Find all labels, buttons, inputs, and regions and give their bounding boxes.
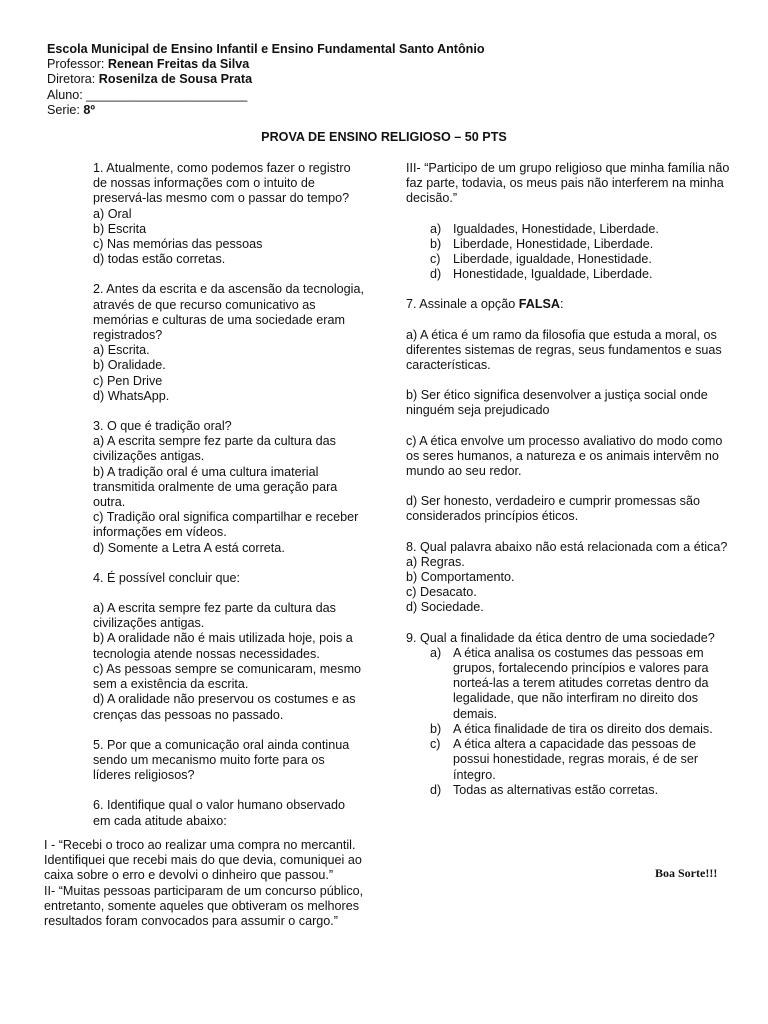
serie-value: 8º [83,102,96,117]
option: b) Comportamento. [406,570,515,585]
question-6 [93,798,365,828]
professor-label: Professor: [47,57,108,72]
q9-options [406,646,730,798]
option [406,737,730,783]
exam-header [47,42,727,118]
question-text: 1. Atualmente, como podemos fazer o registro de nossas informações com o intuito de preservá-las mesmo com o passar do tempo? [93,161,351,206]
option-label: c) [430,737,441,752]
q6-item-3: III- “Participo de um grupo religioso que minha família não faz parte, todavia, os meus pais não interferem na minha decisão.” [406,161,730,206]
question-text: 6. Identifique qual o valor humano observado em cada atitude abaixo: [93,798,346,828]
serie-label: Serie: [47,102,84,117]
school-name: Escola Municipal de Ensino Infantil e Ensino Fundamental Santo Antônio [47,42,485,56]
option: c) Nas memórias das pessoas [93,237,263,252]
option: d) Ser honesto, verdadeiro e cumprir promessas são considerados princípios éticos. [406,494,700,524]
option: c) A ética envolve um processo avaliativo do modo como os seres humanos, a natureza e os animais intervêm no mundo ao seu redor. [406,433,723,479]
right-column [406,161,730,813]
aluno-label: Aluno: [47,87,87,102]
q7-text-before: 7. Assinale a opção [406,297,519,312]
option: a) A ética é um ramo da filosofia que estuda a moral, os diferentes sistemas de regras, seus fundamentos e suas características. [406,327,722,373]
option: b) A tradição oral é uma cultura imaterial transmitida oralmente de uma geração para outra. [93,464,338,510]
question-text: 4. É possível concluir que: [93,570,241,585]
question-text [406,297,730,312]
option: d) Somente a Letra A está correta. [93,540,285,555]
question-text: 8. Qual palavra abaixo não está relacionada com a ética? [406,539,728,554]
option-label: b) [430,721,442,736]
option-text: Todas as alternativas estão corretas. [453,782,659,797]
option [406,783,730,798]
option-text: A ética altera a capacidade das pessoas de possui honestidade, regras morais, é de ser íntegro. [453,737,699,782]
diretora-name: Rosenilza de Sousa Prata [98,72,253,87]
option-text: A ética finalidade de tira os direito dos demais. [453,721,713,736]
option: b) Ser ético significa desenvolver a justiça social onde ninguém seja prejudicado [406,388,708,418]
q6-options [406,222,730,283]
serie-line [47,103,727,118]
option: a) Oral [93,206,132,221]
question-text: 9. Qual a finalidade da ética dentro de uma sociedade? [406,630,715,645]
question-text: 5. Por que a comunicação oral ainda continua sendo um mecanismo muito forte para os líderes religiosos? [93,737,350,783]
professor-name: Renean Freitas da Silva [107,57,250,72]
question-9 [406,631,730,798]
question-text: 2. Antes da escrita e da ascensão da tecnologia, através de que recurso comunicativo as memórias e culturas de uma sociedade eram registrados? [93,282,364,343]
option: d) WhatsApp. [93,388,170,403]
q7-text-bold: FALSA [518,297,561,312]
question-2 [93,282,365,404]
exam-title: PROVA DE ENSINO RELIGIOSO – 50 PTS [261,130,507,144]
diretora-line [47,72,727,87]
option: a) Regras. [406,554,465,569]
question-4 [93,571,365,723]
aluno-line [47,88,727,103]
closing-text: Boa Sorte!!! [655,866,718,880]
option: d) Sociedade. [406,600,484,615]
option [406,646,730,722]
option-text: Igualdades, Honestidade, Liberdade. [453,221,659,236]
q6-item-2: II- “Muitas pessoas participaram de um concurso público, entretanto, somente aqueles que obtiveram os melhores resultados foram convocados para assumir o cargo.” [44,883,364,929]
option: d) A oralidade não preservou os costumes e as crenças das pessoas no passado. [93,692,356,722]
question-7 [406,297,730,524]
option: a) Escrita. [93,343,150,358]
question-8 [406,540,730,616]
option: c) Pen Drive [93,373,163,388]
option-label: d) [430,782,442,797]
question-6-items [44,838,366,929]
option: a) A escrita sempre fez parte da cultura das civilizações antigas. [93,434,336,464]
option-text: Honestidade, Igualdade, Liberdade. [453,267,653,282]
option-text: Liberdade, igualdade, Honestidade. [453,252,652,267]
question-5 [93,738,365,784]
option: d) todas estão corretas. [93,252,226,267]
q6-item-1: I - “Recebi o troco ao realizar uma compra no mercantil. Identifiquei que recebi mais do que devia, comuniquei ao caixa sobre o erro e devolvi o dinheiro que passou.” [44,838,362,883]
option-label: a) [430,221,442,236]
option [406,267,730,282]
option: b) Escrita [93,221,147,236]
option-label: b) [430,236,442,251]
option-text: A ética analisa os costumes das pessoas em grupos, fortalecendo princípios e valores para norteá-las a terem atitudes corretas dentro da legalidade, que não interfiram no direito dos demais. [453,645,709,721]
option: b) A oralidade não é mais utilizada hoje, pois a tecnologia atende nossas necessidades. [93,631,353,661]
option-label: a) [430,645,442,660]
left-column [93,161,365,844]
q7-text-after: : [560,297,564,312]
option [406,252,730,267]
question-3 [93,419,365,556]
option: c) Desacato. [406,585,477,600]
question-text: 3. O que é tradição oral? [93,419,232,434]
option: c) Tradição oral significa compartilhar e receber informações em vídeos. [93,510,359,540]
option-label: c) [430,252,441,267]
option-text: Liberdade, Honestidade, Liberdade. [453,236,654,251]
option: a) A escrita sempre fez parte da cultura das civilizações antigas. [93,601,336,631]
option [406,722,730,737]
professor-line [47,57,727,72]
option-label: d) [430,267,442,282]
option [406,222,730,237]
option: c) As pessoas sempre se comunicaram, mesmo sem a existência da escrita. [93,661,362,692]
diretora-label: Diretora: [47,72,99,87]
option: b) Oralidade. [93,358,166,373]
question-6-continued [406,161,730,282]
aluno-blank: _______________________ [86,87,248,102]
question-1 [93,161,365,267]
option [406,237,730,252]
